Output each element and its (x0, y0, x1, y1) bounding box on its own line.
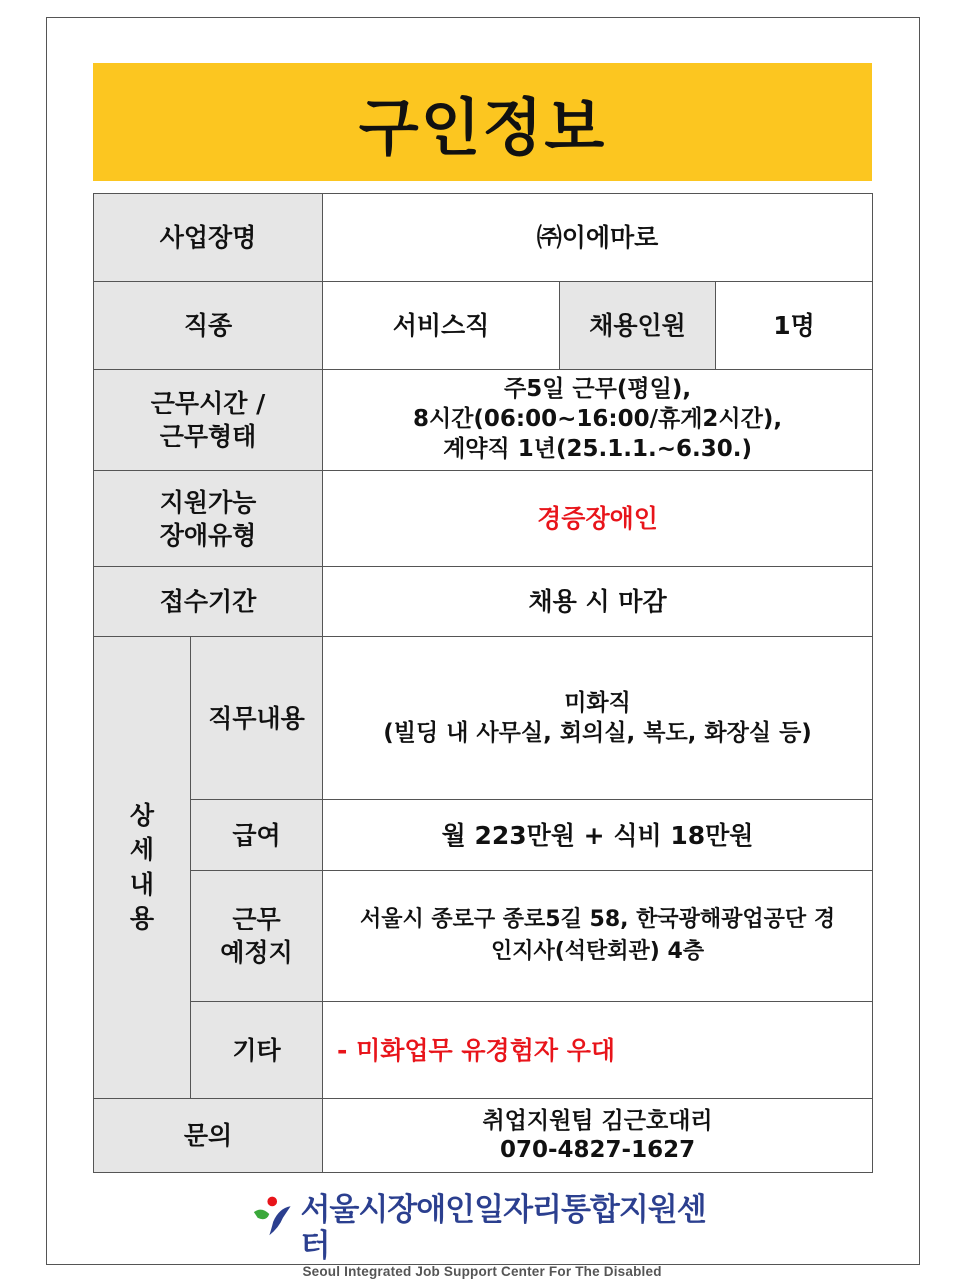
company-label: 사업장명 (94, 194, 323, 282)
disability-label-line: 지원가능 (159, 487, 257, 517)
detail-label-char: 세 (129, 835, 155, 864)
detail-label-char: 상 (129, 800, 155, 830)
row-disability (94, 471, 873, 567)
row-location (94, 871, 873, 1002)
row-etc (94, 1002, 873, 1099)
work-time-label-line: 근무시간 / (150, 389, 266, 418)
row-period (94, 567, 873, 637)
disability-label-line: 장애유형 (159, 520, 257, 550)
contact-value-line: 취업지원팀 김근호대리 (482, 1107, 713, 1134)
period-value: 채용 시 마감 (323, 567, 873, 637)
location-value-line: 인지사(석탄회관) 4층 (490, 939, 705, 964)
duty-value (323, 637, 873, 800)
duty-value-line: (빌딩 내 사무실, 회의실, 복도, 화장실 등) (383, 720, 812, 746)
duty-label: 직무내용 (191, 637, 323, 800)
contact-label: 문의 (94, 1099, 323, 1173)
etc-value: - 미화업무 유경험자 우대 (323, 1002, 873, 1099)
detail-group-label (94, 637, 191, 1099)
page-title: 구인정보 (358, 90, 607, 164)
title-banner (93, 63, 872, 181)
salary-value: 월 223만원 + 식비 18만원 (323, 800, 873, 871)
company-value: ㈜이에마로 (323, 194, 873, 282)
org-emblem-icon (250, 1192, 294, 1238)
work-time-value-line: 8시간(06:00~16:00/휴게2시간), (412, 406, 783, 433)
period-label: 접수기간 (94, 567, 323, 637)
contact-value-line: 070-4827-1627 (499, 1136, 696, 1163)
row-company (94, 194, 873, 282)
work-time-label-line: 근무형태 (159, 422, 257, 451)
duty-value-line: 미화직 (564, 689, 631, 716)
org-name-korean: 서울시장애인일자리통합지원센터 (300, 1192, 706, 1264)
detail-label-char: 내 (129, 869, 155, 899)
job-type-value: 서비스직 (323, 282, 560, 370)
disability-label (94, 471, 323, 567)
row-job-type (94, 282, 873, 370)
row-salary (94, 800, 873, 871)
org-name-english: Seoul Integrated Job Support Center For The Disabled (302, 1264, 662, 1279)
job-type-label: 직종 (94, 282, 323, 370)
location-value (323, 871, 873, 1002)
hire-count-label: 채용인원 (560, 282, 716, 370)
work-time-value-line: 주5일 근무(평일), (503, 376, 692, 403)
location-value-line: 서울시 종로구 종로5길 58, 한국광해광업공단 경 (359, 907, 836, 933)
work-time-label (94, 370, 323, 471)
org-logo (250, 1192, 720, 1279)
work-time-value (323, 370, 873, 471)
work-time-value-line: 계약직 1년(25.1.1.~6.30.) (443, 435, 752, 462)
salary-label: 급여 (191, 800, 323, 871)
row-duty (94, 637, 873, 800)
job-info-table (93, 193, 873, 1173)
etc-label: 기타 (191, 1002, 323, 1099)
hire-count-value: 1명 (716, 282, 873, 370)
disability-value: 경증장애인 (323, 471, 873, 567)
location-label-line: 근무 (232, 905, 281, 934)
contact-value (323, 1099, 873, 1173)
detail-label-char: 용 (129, 904, 155, 933)
row-work-time (94, 370, 873, 471)
row-contact (94, 1099, 873, 1173)
location-label-line: 예정지 (220, 938, 293, 967)
org-name-block (300, 1192, 720, 1280)
location-label (191, 871, 323, 1002)
